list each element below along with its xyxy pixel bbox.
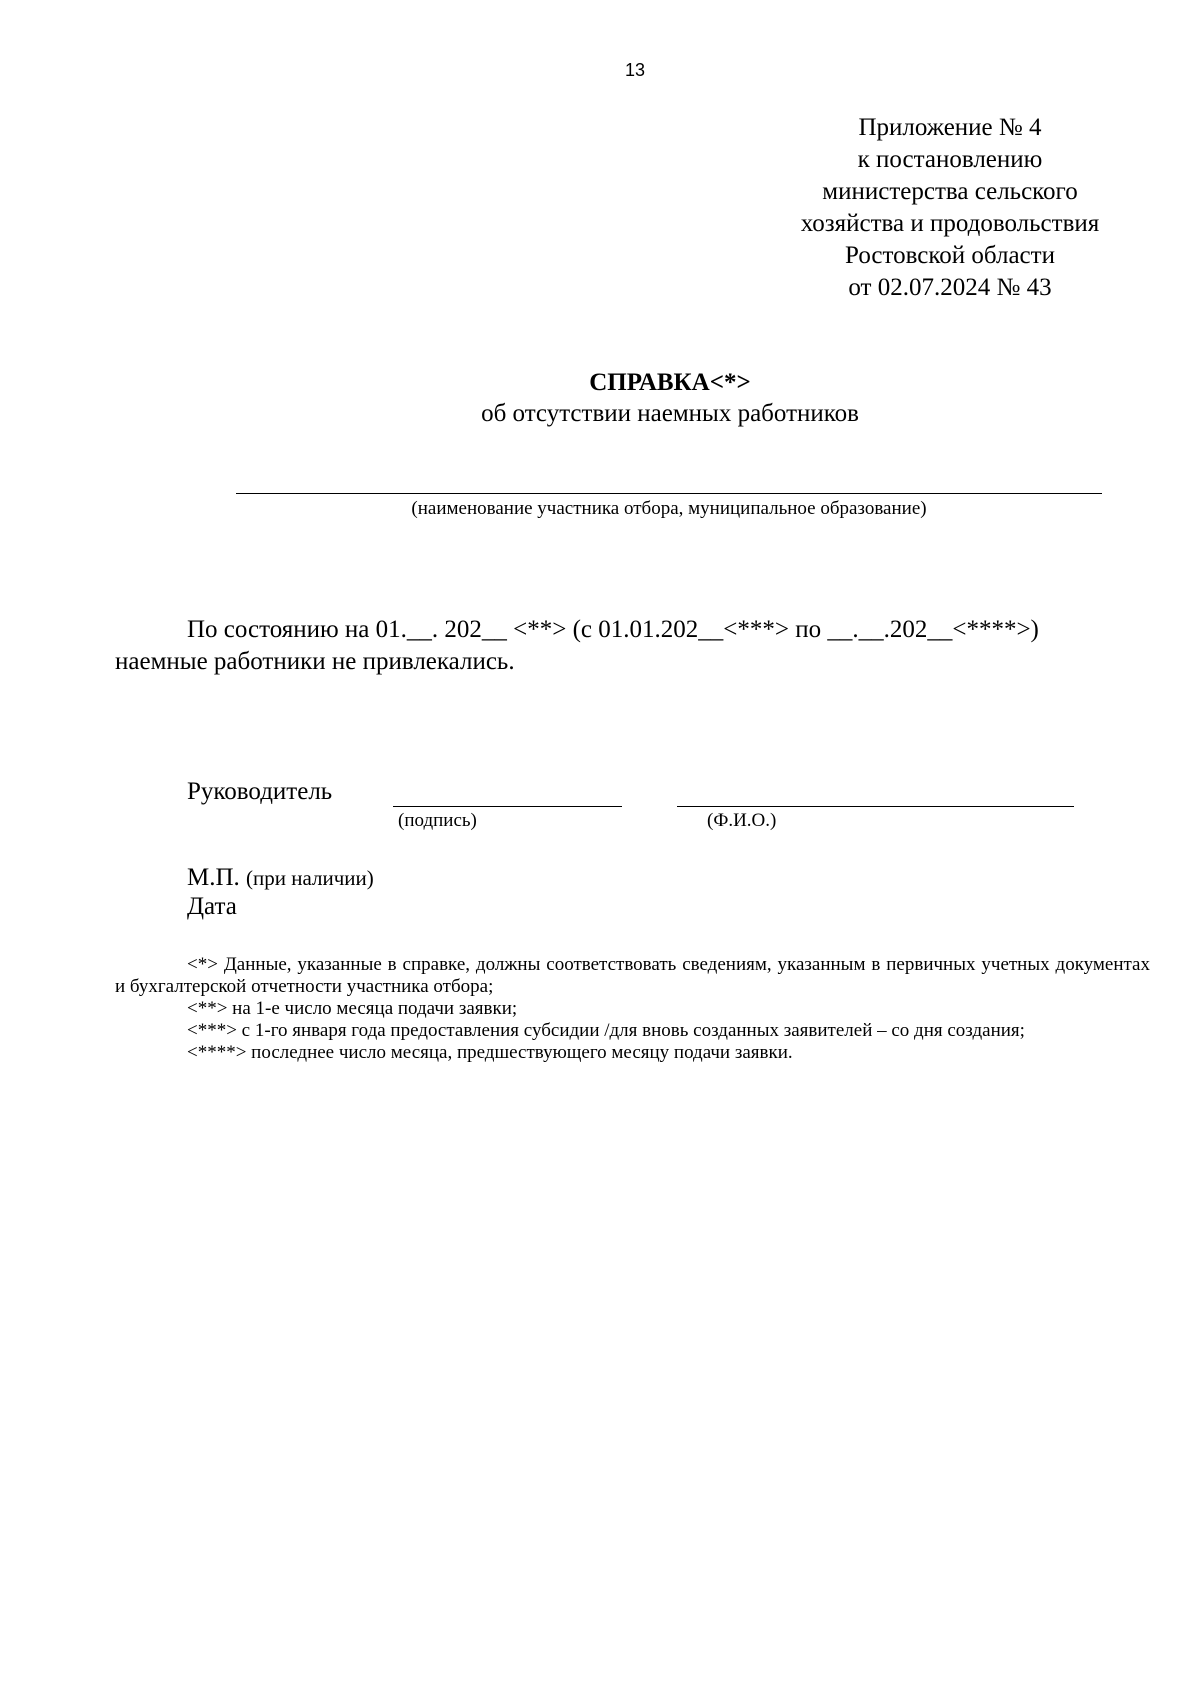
page-number: 13 <box>624 60 646 80</box>
appendix-line: Ростовской области <box>845 242 1055 269</box>
appendix-line: министерства сельского <box>822 178 1078 205</box>
stamp-note: (при наличии) <box>246 866 374 890</box>
document-title <box>0 368 1200 430</box>
status-line-2: наемные работники не привлекались. <box>115 648 515 675</box>
fio-caption: (Ф.И.О.) <box>707 810 777 831</box>
appendix-line: хозяйства и продовольствия <box>800 210 1100 237</box>
signature-line <box>393 806 622 807</box>
appendix-header <box>740 112 1160 304</box>
date-label: Дата <box>187 893 237 920</box>
org-name-caption: (наименование участника отбора, муниципальное образование) <box>411 498 927 519</box>
footnote: <*> Данные, указанные в справке, должны соответствовать сведениям, указанным в первичных учетных документах и бухгалтерской отчетности участника отбора; <box>115 954 1150 997</box>
fio-line <box>677 806 1074 807</box>
footnote: <***> с 1-го января года предоставления субсидии /для вновь созданных заявителей – со дня создания; <box>187 1020 1025 1041</box>
head-label: Руководитель <box>187 778 333 805</box>
status-line-1: По состоянию на 01.__. 202__ <**> (с 01.01.202__<***> по __.__.202__<****>) <box>187 616 1039 643</box>
signature-caption: (подпись) <box>398 810 477 831</box>
appendix-line: к постановлению <box>857 146 1043 173</box>
org-name-line <box>236 493 1102 494</box>
title-sub: об отсутствии наемных работников <box>481 400 859 427</box>
status-paragraph <box>115 614 1150 678</box>
title-main: СПРАВКА<*> <box>589 369 751 396</box>
stamp-mp: М.П. <box>187 864 240 891</box>
stamp-label <box>187 864 374 892</box>
appendix-line: Приложение № 4 <box>858 114 1042 141</box>
footnotes <box>115 954 1150 1064</box>
footnote: <****> последнее число месяца, предшествующего месяцу подачи заявки. <box>187 1042 793 1063</box>
footnote: <**> на 1-е число месяца подачи заявки; <box>187 998 518 1019</box>
appendix-line: от 02.07.2024 № 43 <box>848 274 1052 301</box>
